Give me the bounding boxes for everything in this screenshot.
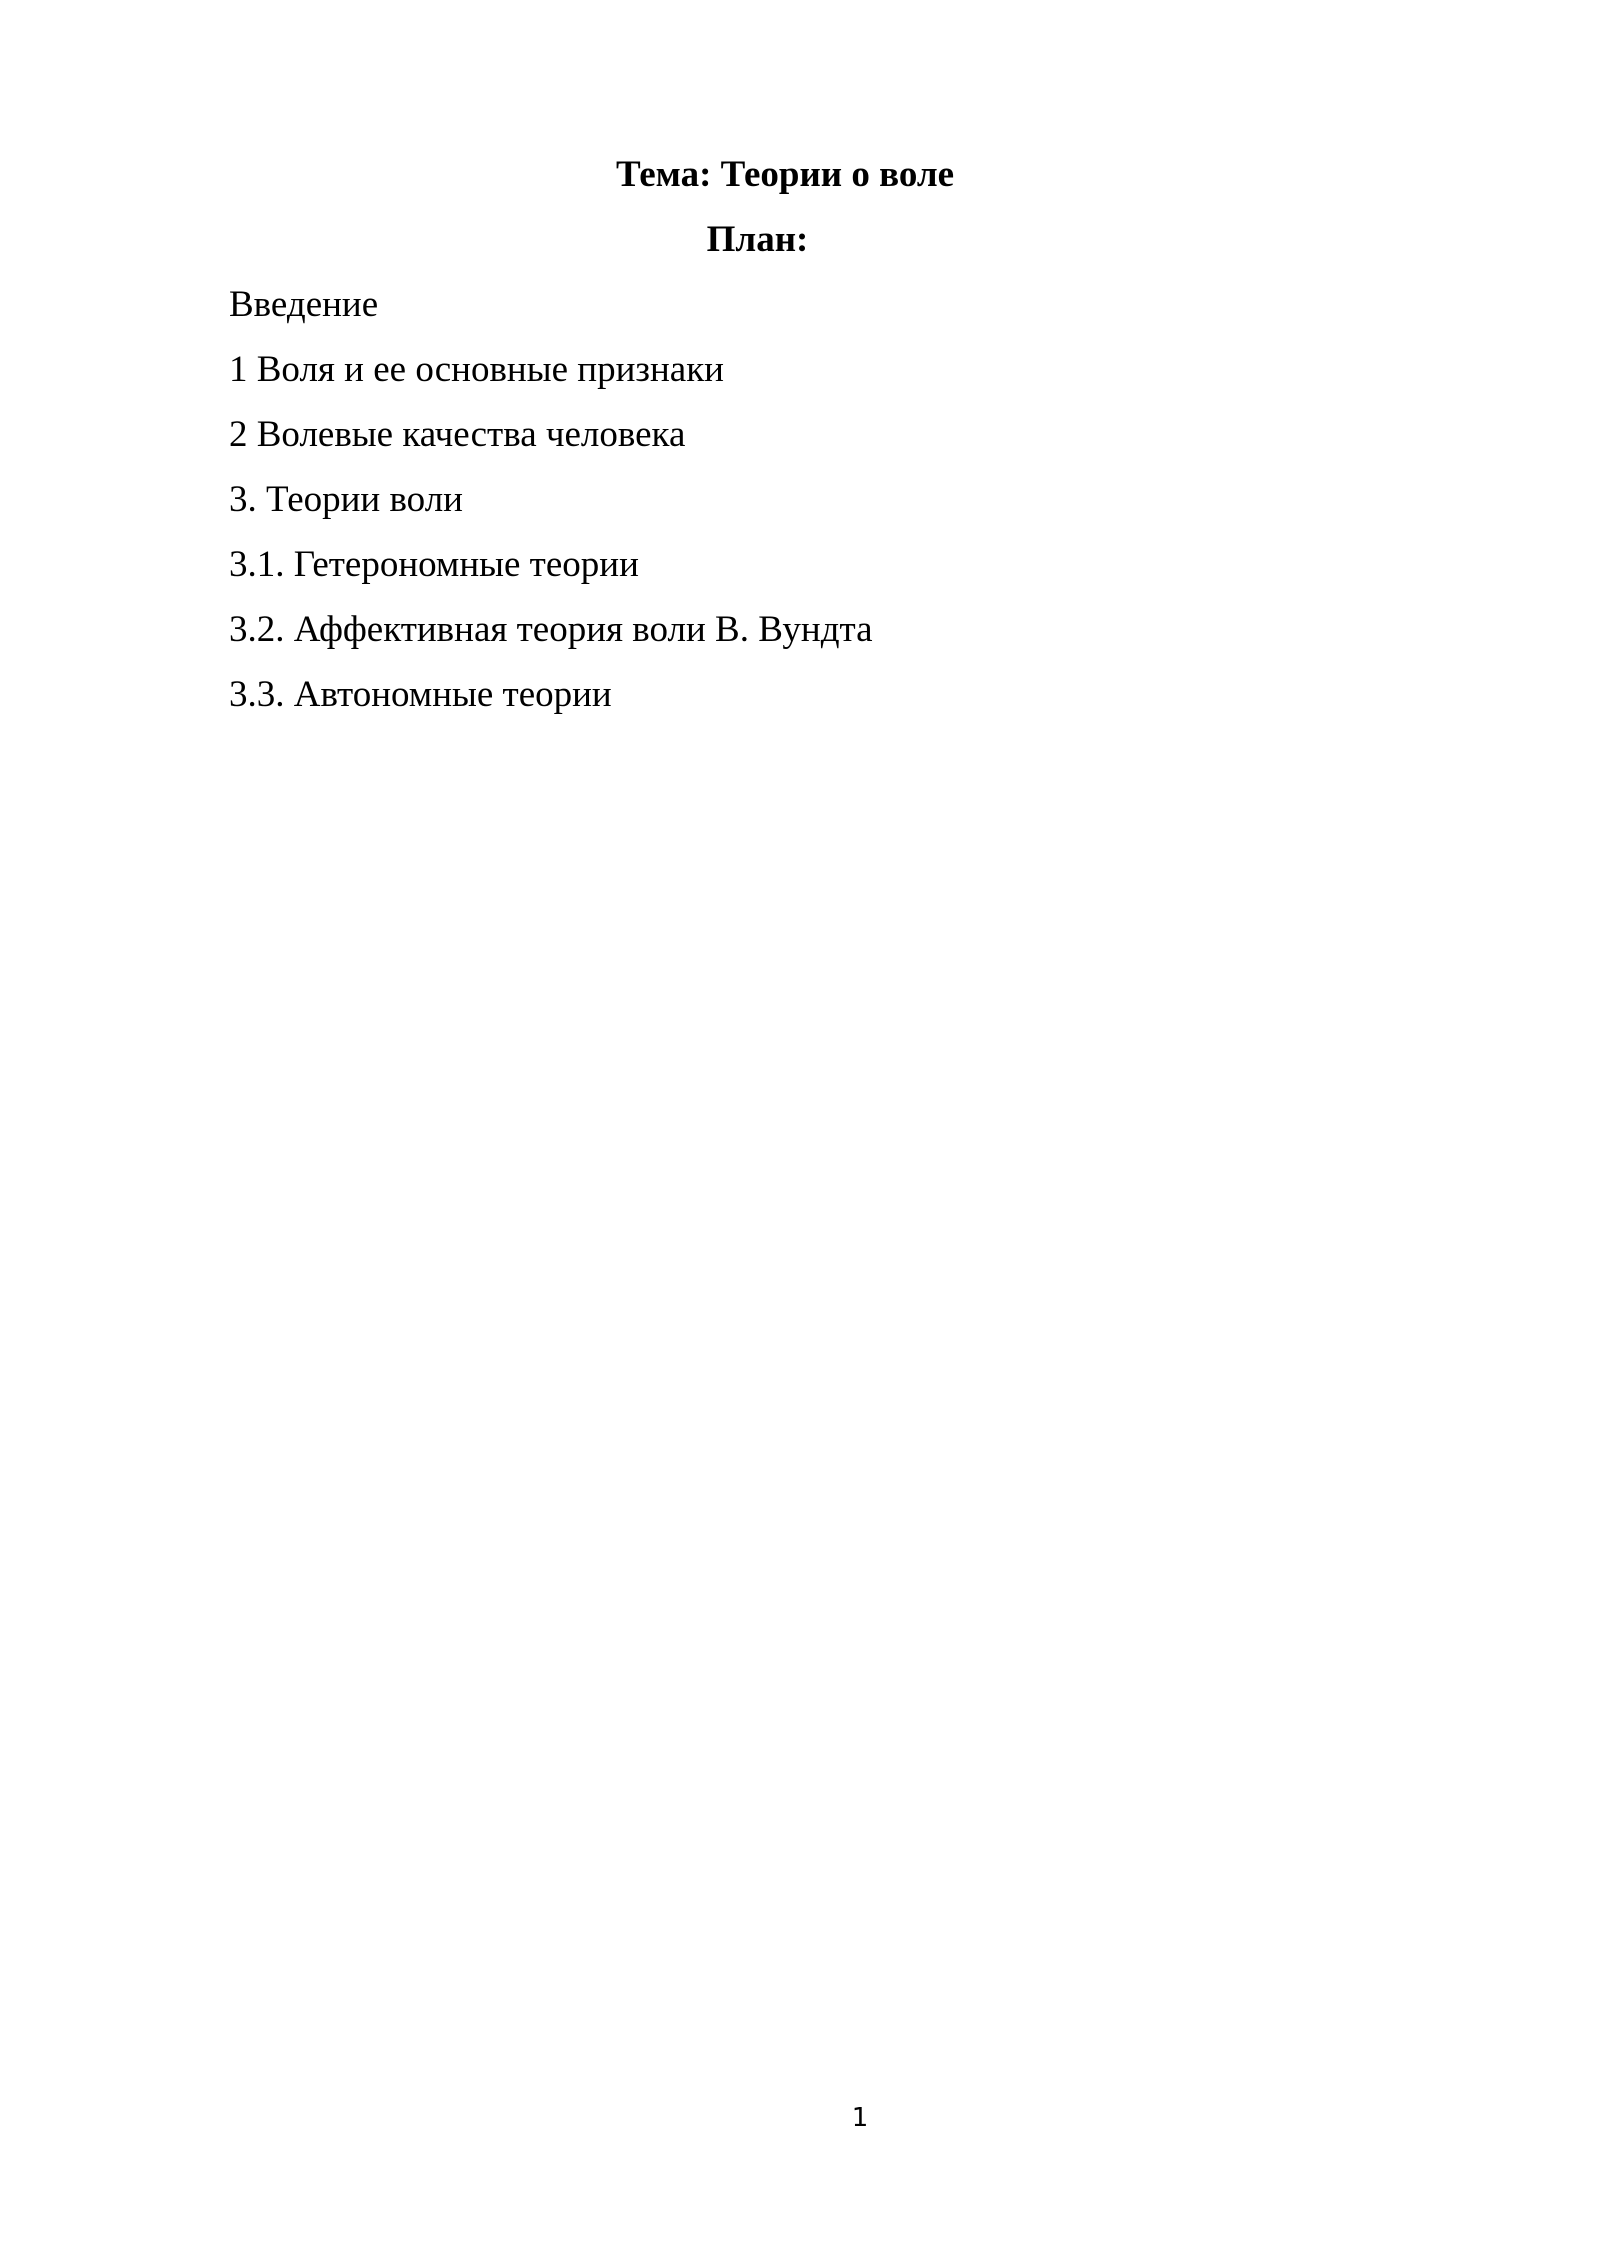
plan-item-introduction: Введение <box>229 284 379 325</box>
plan-list <box>229 283 873 738</box>
plan-heading: План: <box>706 219 809 260</box>
plan-item-3-3: 3.3. Автономные теории <box>229 674 612 715</box>
page-number: 1 <box>851 2103 869 2133</box>
plan-item-3-1: 3.1. Гетерономные теории <box>229 544 639 585</box>
plan-item-3-2: 3.2. Аффективная теория воли В. Вундта <box>229 609 873 650</box>
plan-item-3: 3. Теории воли <box>229 479 463 520</box>
document-title: Тема: Теории о воле <box>615 154 955 195</box>
plan-item-2: 2 Волевые качества человека <box>229 414 686 455</box>
plan-item-1: 1 Воля и ее основные признаки <box>229 349 724 390</box>
